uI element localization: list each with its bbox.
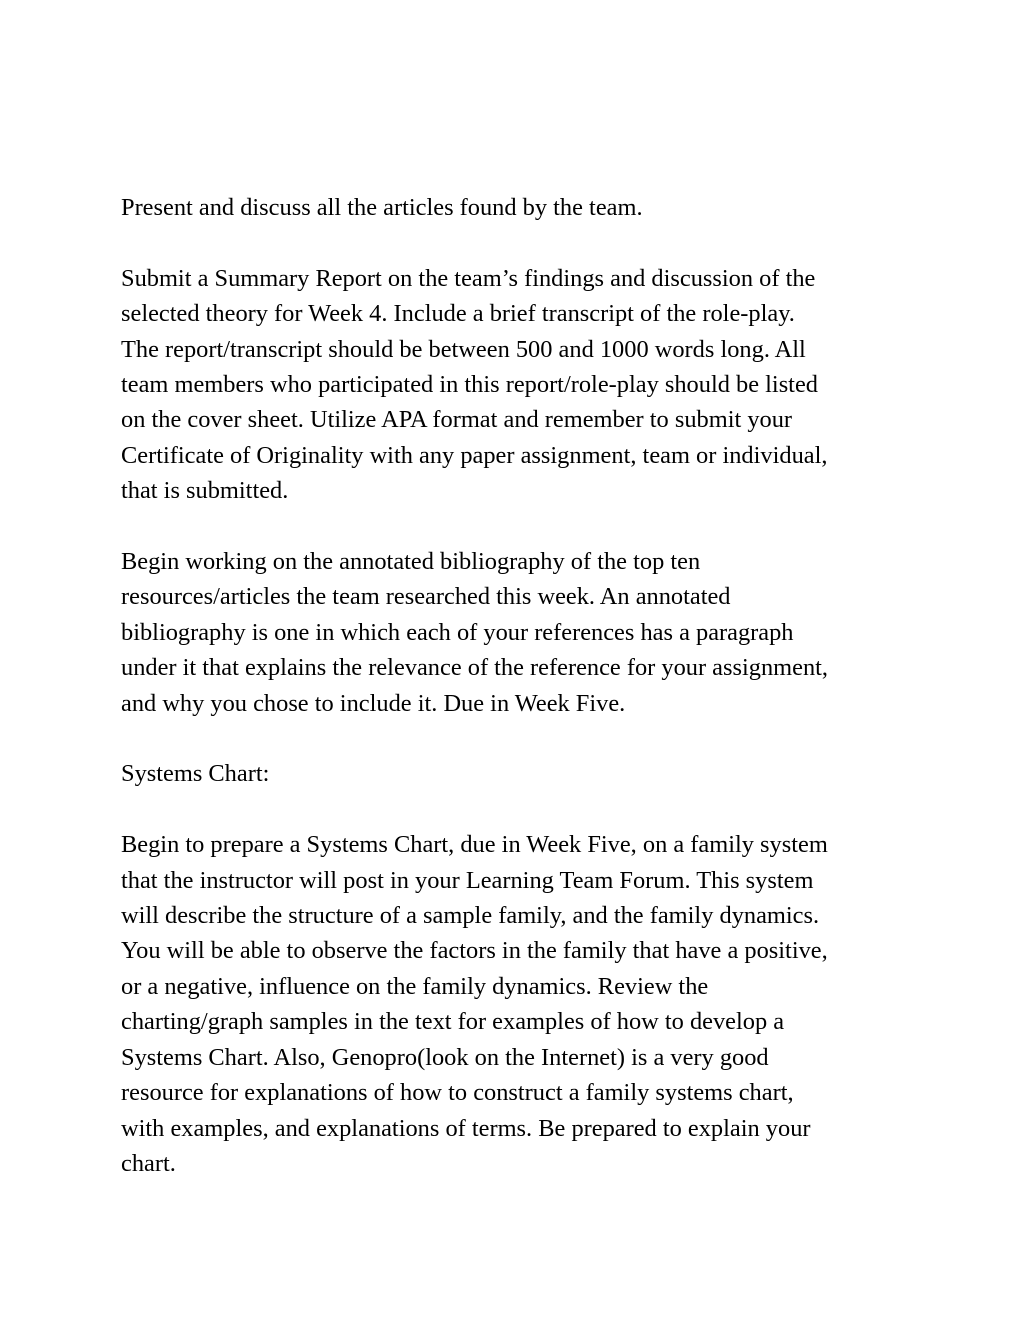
paragraph-annotated-bibliography: Begin working on the annotated bibliography of the top ten resources/articles the team researched this week. An annotated bibliography is one in which each of your references has a paragraph under it that explains the relevance of the reference for your assignment, and why you chose to include it. Due in Week Five. <box>121 548 829 717</box>
paragraph-systems-chart: Begin to prepare a Systems Chart, due in Week Five, on a family system that the instructor will post in your Learning Team Forum. This system will describe the structure of a sample family, and the family dynamics. You will be able to observe the factors in the family that have a positive, or a negative, influence on the family dynamics. Review the charting/graph samples in the text for examples of how to develop a Systems Chart. Also, Genopro(look on the Internet) is a very good resource for explanations of how to construct a family systems chart, with examples, and explanations of terms. Be prepared to explain your chart. <box>121 831 828 1177</box>
section-heading-systems-chart: Systems Chart: <box>121 760 270 788</box>
paragraph-present-discuss: Present and discuss all the articles found by the team. <box>121 194 643 221</box>
paragraph-summary-report: Submit a Summary Report on the team’s findings and discussion of the selected theory for Week 4. Include a brief transcript of the role-play. The report/transcript should be between 500 and 1000 words long. All team members who participated in this report/role-play should be listed on the cover sheet. Utilize APA format and remember to submit your Certificate of Originality with any paper assignment, team or individual, that is submitted. <box>121 264 828 505</box>
document-body <box>121 190 921 1181</box>
